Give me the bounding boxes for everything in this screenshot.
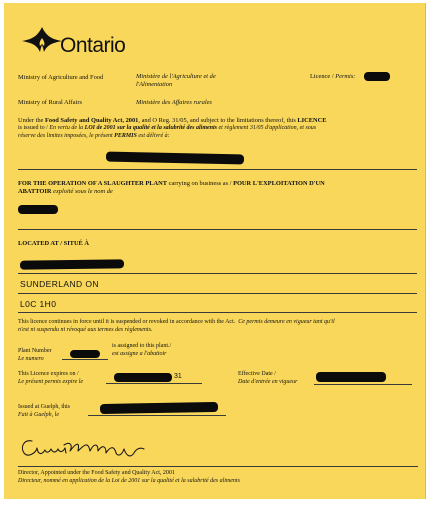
intro-line-3: réserve des limites imposées, le présent PERMIS est délivré à: [18,133,170,139]
street-address-redaction [20,259,124,269]
rule-effective [314,384,412,385]
rule-postal [18,312,417,313]
ministry-agriculture-fr-2: l'Alimentation [136,81,173,88]
business-name-redaction [18,205,58,214]
rule-licensee [18,169,417,170]
validity-line-2: n'est ni suspendu ni révoqué aux termes des règlements. [18,327,153,333]
issue-date-redaction [100,402,218,414]
location-label: LOCATED AT / SITUÉ À [18,240,90,247]
director-en: Director, Appointed under the Food Safety and Quality Act, 2001 [18,470,175,476]
expiry-date-redaction [114,373,172,382]
director-fr: Directeur, nommé en application de la Loi de 2001 sur la qualité et la salubrité des aliments [18,478,240,484]
plant-number-label-en: Plant Number [18,348,52,354]
intro-line-2: is issued to / En vertu de la LOI de 2001 sur la qualité et la salubrité des aliments et règlement 31/05 d'application, et sous [18,125,317,131]
operation-line-1: FOR THE OPERATION OF A SLAUGHTER PLANT carrying on business as / POUR L'EXPLOITATION D'UN [18,180,325,187]
validity-line-1: This licence continues in force until it is suspended or revoked in accordance with the Act. Ce permis demeure en vigueur tant qu'il [18,319,335,325]
effective-date-redaction [316,372,386,382]
operation-line-2: ABATTOIR exploité sous le nom de [18,188,113,195]
issued-fr: Fait à Guelph, le [18,412,59,418]
rule-city [18,293,417,294]
ministry-agriculture-fr-1: Ministère de l'Agriculture et de [136,73,216,80]
rule-expiry [106,383,202,384]
postal-code: L0C 1H0 [20,299,57,309]
plant-number-redaction [70,350,100,358]
licence-number-redaction [364,72,390,81]
trillium-logo-icon [20,25,64,55]
licence-label: Licence / Permis: [310,73,356,80]
issued-en: Issued at Guelph, this [18,404,70,410]
effective-label-en: Effective Date / [238,371,276,377]
ministry-agriculture-en: Ministry of Agriculture and Food [18,74,104,81]
rule-business [18,229,417,230]
rule-issued [88,415,226,416]
effective-label-fr: Date d'entrée en vigueur [238,379,298,385]
expiry-date-visible: 31 [174,373,182,380]
intro-line-1: Under the Food Safety and Quality Act, 2001, and O Reg. 31/05, and subject to the limitations thereof, this LICENCE [18,117,327,124]
ministry-rural-fr: Ministère des Affaires rurales [136,99,212,106]
assigned-en: is assigned to this plant./ [112,343,172,349]
expiry-label-fr: Le présent permis expire le [18,379,84,385]
licensee-name-redaction [106,152,244,165]
rule-signature [18,466,418,467]
assigned-fr: est assigne a l'abattoir [112,351,167,357]
expiry-label-en: This Licence expires on / [18,371,79,377]
ministry-rural-en: Ministry of Rural Affairs [18,99,82,106]
director-signature [18,431,148,463]
ontario-wordmark: Ontario [60,34,126,57]
city-line: SUNDERLAND ON [20,279,99,289]
plant-number-label-fr: Le numero [18,356,44,362]
rule-address [18,273,417,274]
rule-plant-number [62,359,108,360]
licence-document [4,3,426,499]
